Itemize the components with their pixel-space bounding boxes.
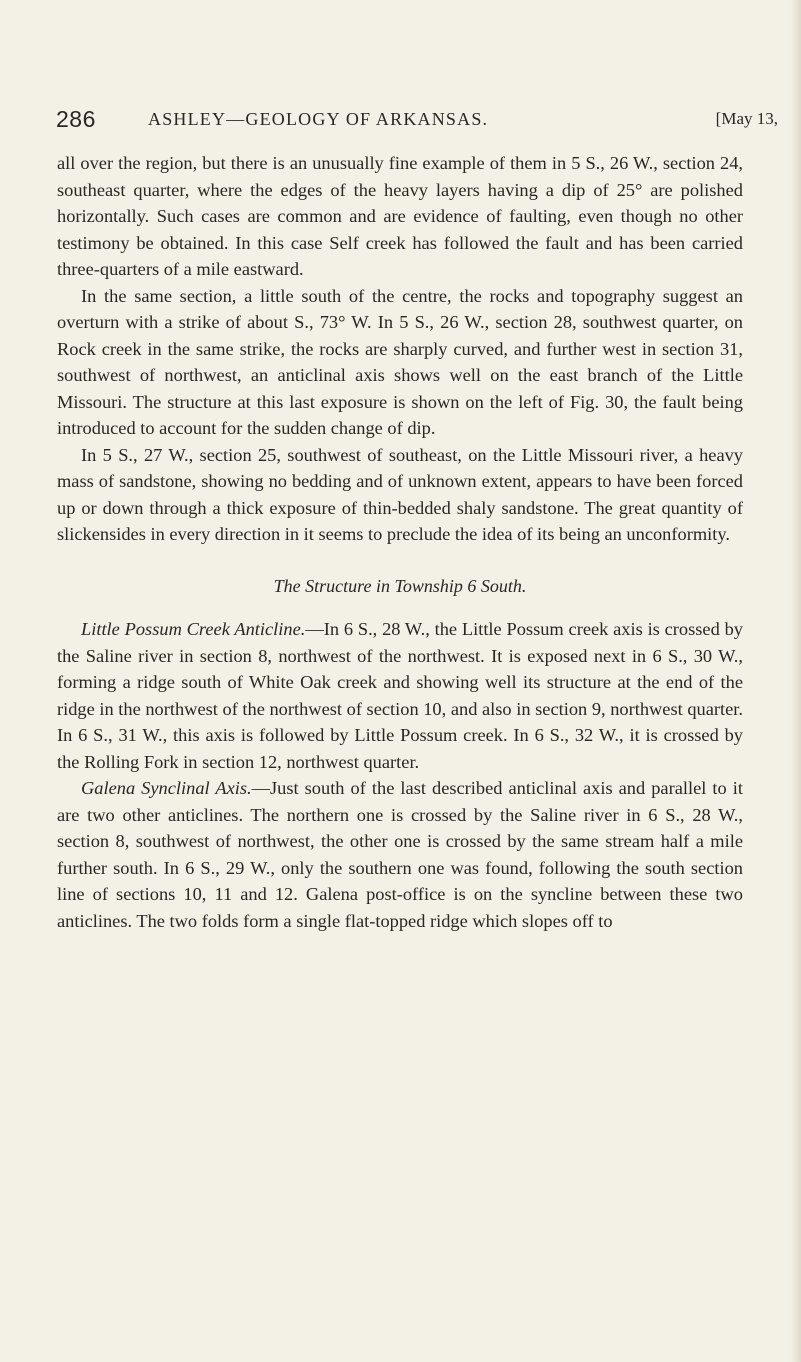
- subsection-text: —In 6 S., 28 W., the Little Possum creek axis is crossed by the Saline river in section 8, northwest of the northwest. It is exposed next in 6 S., 30 W., forming a ridge south of White Oak creek and showing well its structure at the end of the ridge in the northwest of the northwest of section 10, and also in section 9, northwest quarter. In 6 S., 31 W., this axis is followed by Little Possum creek. In 6 S., 32 W., it is crossed by the Rolling Fork in section 12, northwest quarter.: [57, 619, 743, 772]
- body-text: [57, 150, 743, 934]
- page-edge-shadow: [791, 0, 801, 1362]
- subsection-title: Little Possum Creek Anticline.: [81, 619, 306, 639]
- subsection-title: Galena Synclinal Axis.: [81, 778, 252, 798]
- running-title: ASHLEY—GEOLOGY OF ARKANSAS.: [148, 109, 489, 129]
- page-number: 286: [56, 106, 96, 132]
- subsection-text: —Just south of the last described anticlinal axis and parallel to it are two other anticlines. The northern one is crossed by the Saline river in 6 S., 28 W., section 8, southwest of northwest, the other one is crossed by the same stream half a mile further south. In 6 S., 29 W., only the southern one was found, following the south section line of sections 10, 11 and 12. Galena post-office is on the syncline between these two anticlines. The two folds form a single flat-topped ridge which slopes off to: [57, 778, 743, 931]
- section-heading: The Structure in Township 6 South.: [273, 575, 527, 596]
- paragraph: [57, 775, 743, 934]
- running-date: [May 13,: [715, 109, 778, 128]
- paragraph: all over the region, but there is an unusually fine example of them in 5 S., 26 W., section 24, southeast quarter, where the edges of the heavy layers having a dip of 25° are polished horizontally. Such cases are common and are evidence of faulting, even though no other testimony be obtained. In this case Self creek has followed the fault and has been carried three-quarters of a mile eastward.: [57, 153, 743, 279]
- paragraph: [57, 616, 743, 775]
- paragraph: In 5 S., 27 W., section 25, southwest of southeast, on the Little Missouri river, a heavy mass of sandstone, showing no bedding and of unknown extent, appears to have been forced up or down through a thick exposure of thin-bedded shaly sandstone. The great quantity of slickensides in every direction in it seems to preclude the idea of its being an unconformity.: [57, 444, 743, 544]
- page-header: [56, 106, 778, 134]
- paragraph: In the same section, a little south of the centre, the rocks and topography suggest an overturn with a strike of about S., 73° W. In 5 S., 26 W., section 28, southwest quarter, on Rock creek in the same strike, the rocks are sharply curved, and further west in section 31, southwest of northwest, an anticlinal axis shows well on the east branch of the Little Missouri. The structure at this last exposure is shown on the left of Fig. 30, the fault being introduced to account for the sudden change of dip.: [57, 285, 743, 438]
